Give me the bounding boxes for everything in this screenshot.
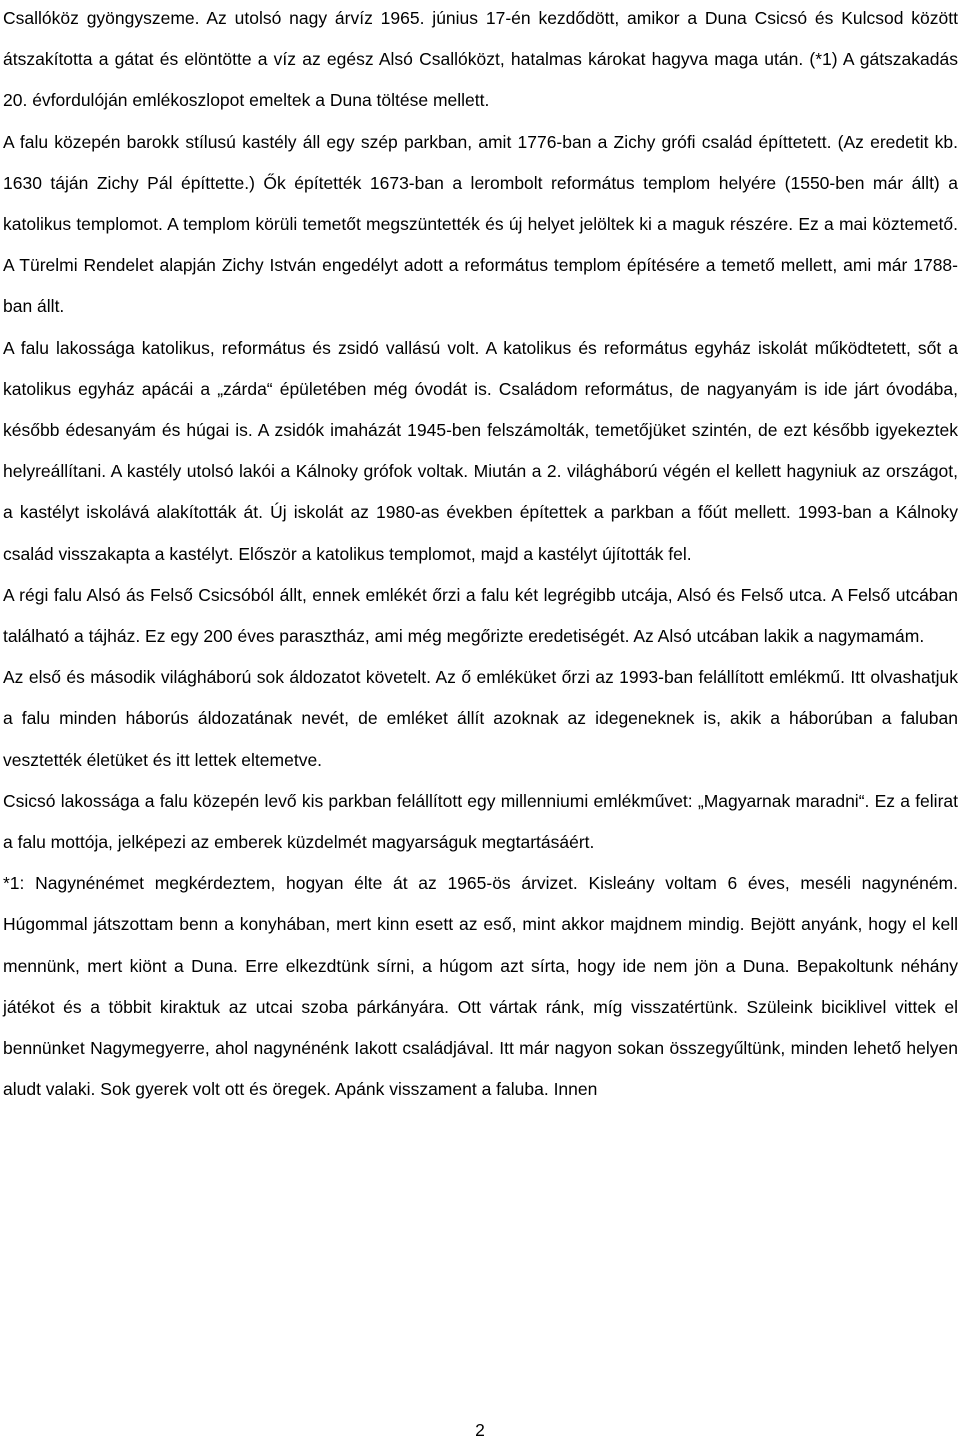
paragraph-castle-history: A falu közepén barokk stílusú kastély áll egy szép parkban, amit 1776-ban a Zichy grófi család építtetett. (Az eredetit kb. 1630 táján Zichy Pál építtette.) Ők építették 1673-ban a lerombolt református templom helyére (1550-ben már állt) a katolikus templomot. A templom körüli temetőt megszüntették és új helyet jelöltek ki a maguk részére. Ez a mai köztemető. A Türelmi Rendelet alapján Zichy István engedélyt adott a református templom építésére a temető mellett, ami már 1788-ban állt. xyxy=(3,131,958,317)
page-number: 2 xyxy=(475,1420,485,1440)
paragraph-war-memorial: Az első és második világháború sok áldozatot követelt. Az ő emléküket őrzi az 1993-ban felállított emlékmű. Itt olvashatjuk a falu minden háborús áldozatának nevét, de emléket állít azoknak az idegeneknek is, akik a háborúban a faluban vesztették életüket és itt lettek eltemetve. xyxy=(3,667,958,770)
paragraph-religion-schools: A falu lakossága katolikus, református és zsidó vallású volt. A katolikus és református egyház iskolát működtetett, sőt a katolikus egyház apácái a „zárda“ épületében még óvodát is. Családom református, de nagyanyám is ide járt óvodába, később édesanyám és húgai is. A zsidók imaházát 1945-ben felszámolták, temetőjüket szintén, de ezt később igyekeztek helyreállítani. A kastély utolsó lakói a Kálnoky grófok voltak. Miután a 2. világháború végén el kellett hagyniuk az országot, a kastélyt iskolává alakították át. Új iskolát az 1980-as években építettek a parkban a főút mellett. 1993-ban a Kálnoky család visszakapta a kastélyt. Először a katolikus templomot, majd a kastélyt újították fel. xyxy=(3,337,958,564)
paragraph-flood-history: Csallóköz gyöngyszeme. Az utolsó nagy árvíz 1965. június 17-én kezdődött, amikor a Duna Csicsó és Kulcsod között átszakította a gátat és elöntötte a víz az egész Alsó Csallóközt, hatalmas károkat hagyva maga után. (*1) A gátszakadás 20. évfordulóján emlékoszlopot emeltek a Duna töltése mellett. xyxy=(3,8,958,111)
paragraph-old-village: A régi falu Alsó ás Felső Csicsóból állt, ennek emlékét őrzi a falu két legrégibb utcája, Alsó és Felső utca. A Felső utcában található a tájház. Ez egy 200 éves parasztház, ami még megőrizte eredetiségét. Az Alsó utcában lakik a nagymamám. xyxy=(3,584,958,647)
paragraph-millennium-monument: Csicsó lakossága a falu közepén levő kis parkban felállított egy millenniumi emlékművet: „Magyarnak maradni“. Ez a felirat a falu mottója, jelképezi az emberek küzdelmét magyarságuk megtartásáért. xyxy=(3,790,958,853)
document-page xyxy=(3,0,958,1110)
paragraph-footnote-flood-memory: *1: Nagynénémet megkérdeztem, hogyan élte át az 1965-ös árvizet. Kisleány voltam 6 éves, meséli nagynéném. Húgommal játszottam benn a konyhában, mert kinn esett az eső, mint akkor majdnem mindig. Bejött anyánk, hogy el kell mennünk, mert kiönt a Duna. Erre elkezdtünk sírni, a húgom azt sírta, hogy ide nem jön a Duna. Bepakoltunk néhány játékot és a többit kiraktuk az utcai szoba párkányára. Ott vártak ránk, míg visszatértünk. Szüleink biciklivel vittek el bennünket Nagymegyerre, ahol nagynénénk Iakott családjával. Itt már nagyon sokan összegyűltünk, minden lehető helyen aludt valaki. Sok gyerek volt ott és öregek. Apánk visszament a faluba. Innen xyxy=(3,873,958,1100)
